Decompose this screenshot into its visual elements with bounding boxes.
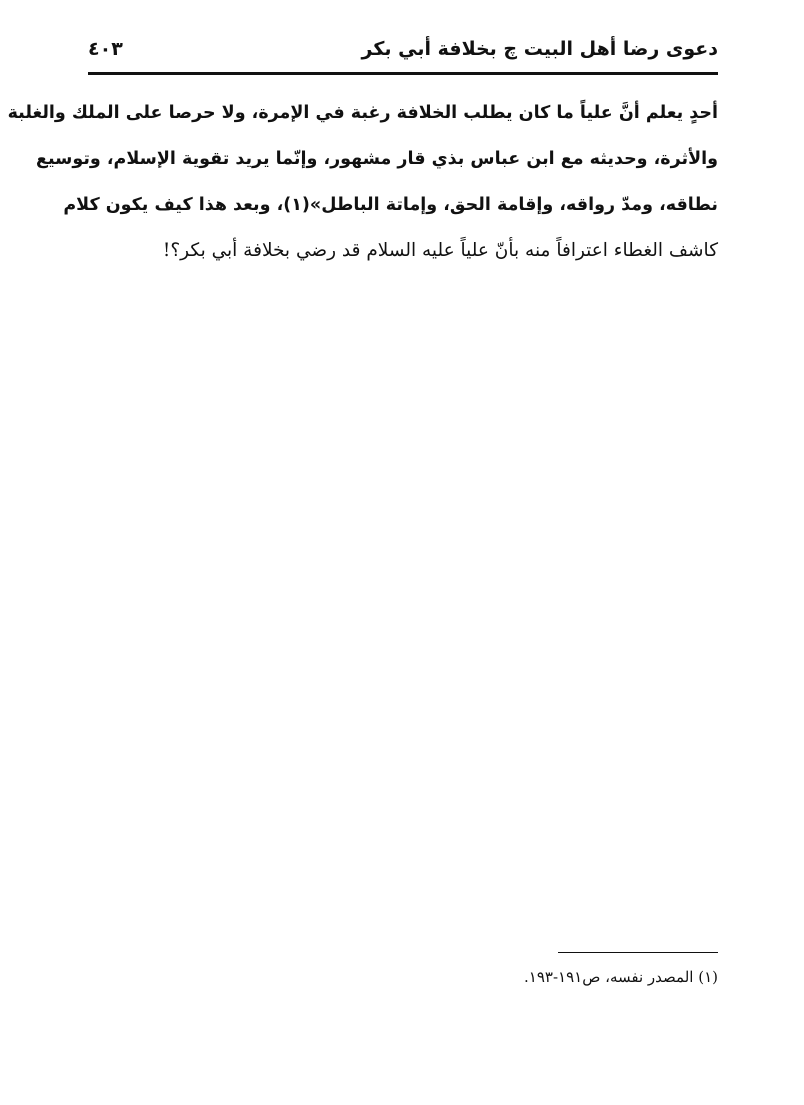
body-line-1: أحدٍ يعلم أنَّ علياً ما كان يطلب الخلافة رغبة في الإمرة، ولا حرصا على الملك والغلبة bbox=[7, 103, 718, 123]
body-line-4: كاشف الغطاء اعترافاً منه بأنّ علياً عليه السلام قد رضي بخلافة أبي بكر؟! bbox=[162, 240, 718, 261]
header-rule bbox=[88, 72, 718, 75]
body-line-3: نطاقه، ومدّ رواقه، وإقامة الحق، وإماتة الباطل»(١)، وبعد هذا كيف يكون كلام bbox=[63, 195, 718, 215]
footnote: (١) المصدر نفسه، ص١٩١-١٩٣. bbox=[524, 968, 718, 986]
footnote-rule bbox=[558, 952, 718, 953]
page-header bbox=[88, 28, 718, 68]
page-number: ٤٠٣ bbox=[88, 38, 123, 60]
body-text bbox=[7, 90, 718, 274]
body-line-2: والأثرة، وحديثه مع ابن عباس بذي قار مشهور، وإنّما يريد تقوية الإسلام، وتوسيع bbox=[36, 149, 718, 169]
running-title: دعوى رضا أهل البيت ﭺ بخلافة أبي بكر bbox=[361, 38, 718, 60]
